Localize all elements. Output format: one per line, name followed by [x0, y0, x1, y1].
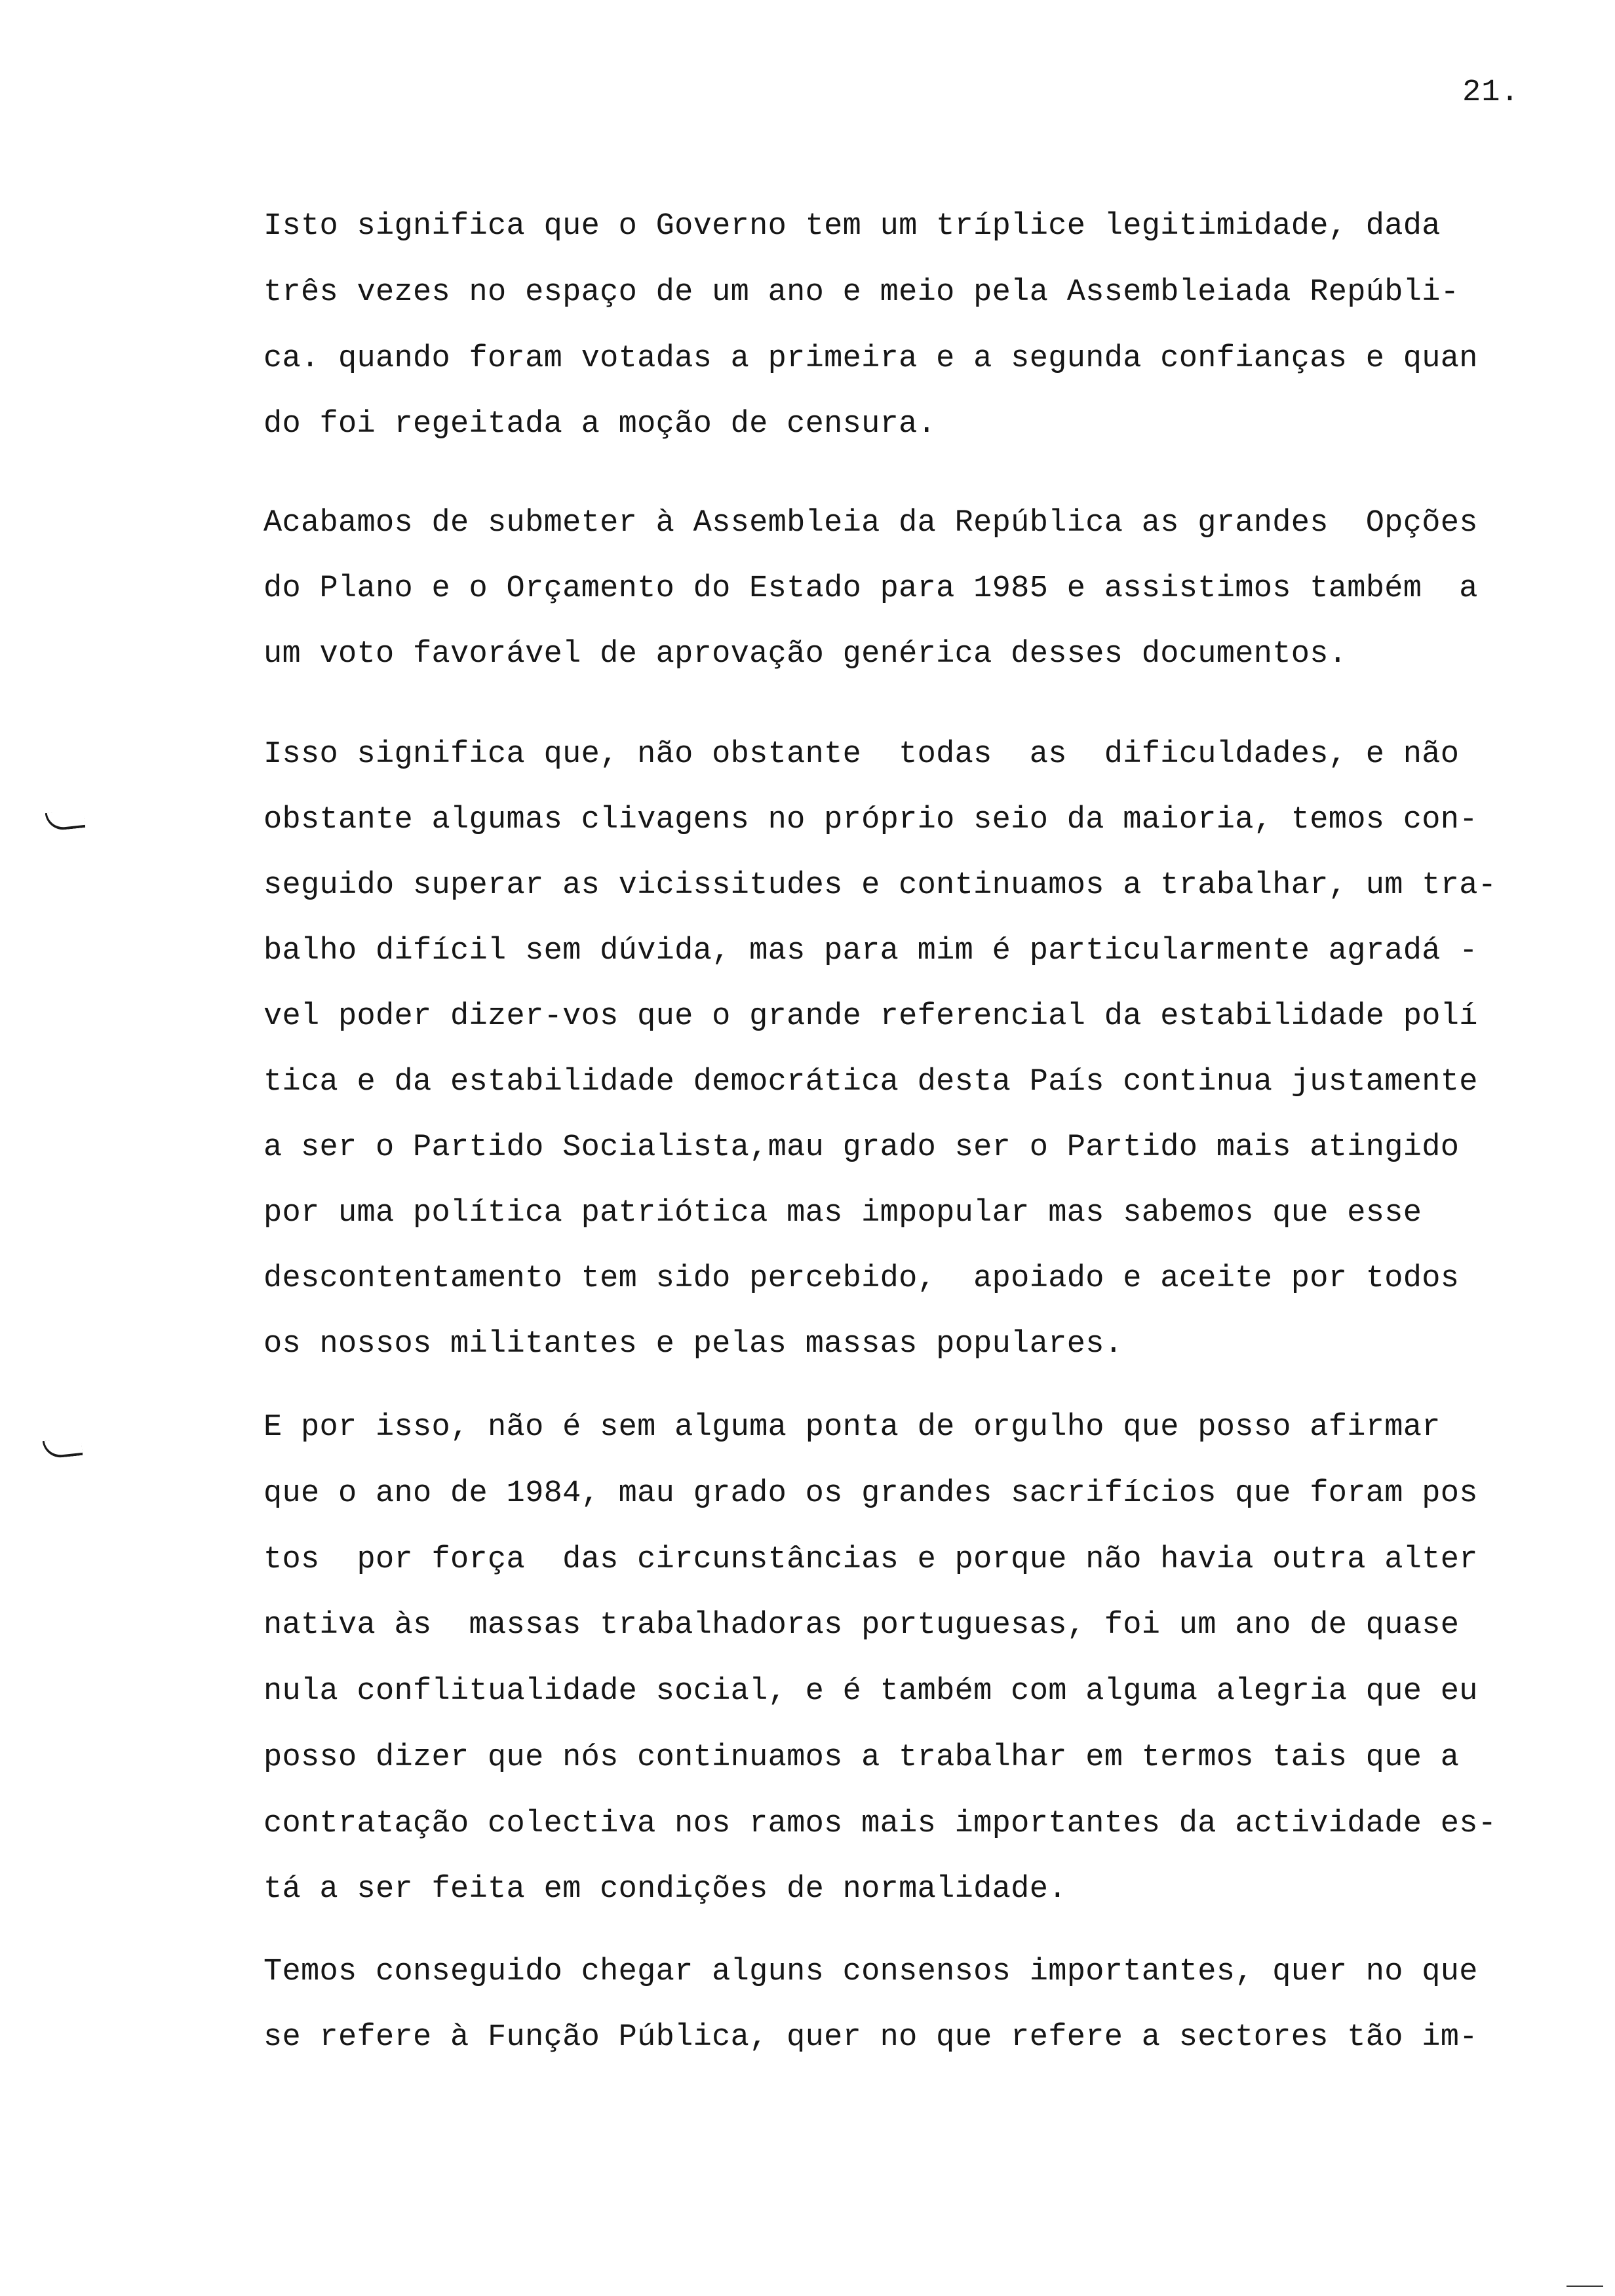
hole-punch-mark-upper: [45, 809, 86, 832]
text-line: contratação colectiva nos ramos mais importantes da actividade es-: [263, 1807, 1497, 1841]
hole-punch-mark-lower: [43, 1437, 83, 1459]
text-line: descontentamento tem sido percebido, apoiado e aceite por todos: [263, 1261, 1460, 1296]
text-line: a ser o Partido Socialista,mau grado ser o Partido mais atingido: [263, 1130, 1460, 1165]
text-line: balho difícil sem dúvida, mas para mim é particularmente agradá -: [263, 934, 1478, 968]
scan-edge-mark: [1566, 2286, 1603, 2287]
text-line: três vezes no espaço de um ano e meio pela Assembleiada Repúbli-: [263, 275, 1460, 310]
text-line: E por isso, não é sem alguma ponta de orgulho que posso afirmar: [263, 1410, 1441, 1445]
text-line: ca. quando foram votadas a primeira e a segunda confianças e quan: [263, 341, 1478, 376]
text-line: por uma política patriótica mas impopular mas sabemos que esse: [263, 1196, 1422, 1231]
text-line: se refere à Função Pública, quer no que refere a sectores tão im-: [263, 2020, 1478, 2055]
text-line: Isso significa que, não obstante todas as dificuldades, e não: [263, 737, 1460, 772]
text-line: vel poder dizer-vos que o grande referencial da estabilidade polí: [263, 999, 1478, 1034]
text-line: Isto significa que o Governo tem um tríplice legitimidade, dada: [263, 209, 1441, 244]
text-line: os nossos militantes e pelas massas populares.: [263, 1327, 1123, 1362]
text-line: do foi regeitada a moção de censura.: [263, 407, 937, 442]
text-line: que o ano de 1984, mau grado os grandes sacrifícios que foram pos: [263, 1476, 1478, 1511]
text-line: nativa às massas trabalhadoras portuguesas, foi um ano de quase: [263, 1608, 1460, 1643]
text-line: tá a ser feita em condições de normalidade.: [263, 1872, 1067, 1907]
text-line: tica e da estabilidade democrática desta País continua justamente: [263, 1065, 1478, 1100]
text-line: posso dizer que nós continuamos a trabalhar em termos tais que a: [263, 1740, 1460, 1775]
text-line: tos por força das circunstâncias e porque não havia outra alter: [263, 1542, 1478, 1577]
text-line: Acabamos de submeter à Assembleia da República as grandes Opções: [263, 506, 1478, 541]
text-line: seguido superar as vicissitudes e continuamos a trabalhar, um tra-: [263, 868, 1497, 903]
text-line: um voto favorável de aprovação genérica desses documentos.: [263, 637, 1348, 672]
text-line: nula conflitualidade social, e é também com alguma alegria que eu: [263, 1674, 1478, 1709]
text-line: Temos conseguido chegar alguns consensos importantes, quer no que: [263, 1955, 1478, 1989]
text-line: do Plano e o Orçamento do Estado para 1985 e assistimos também a: [263, 571, 1478, 606]
text-line: obstante algumas clivagens no próprio seio da maioria, temos con-: [263, 803, 1478, 837]
page-number: 21.: [1462, 75, 1520, 110]
